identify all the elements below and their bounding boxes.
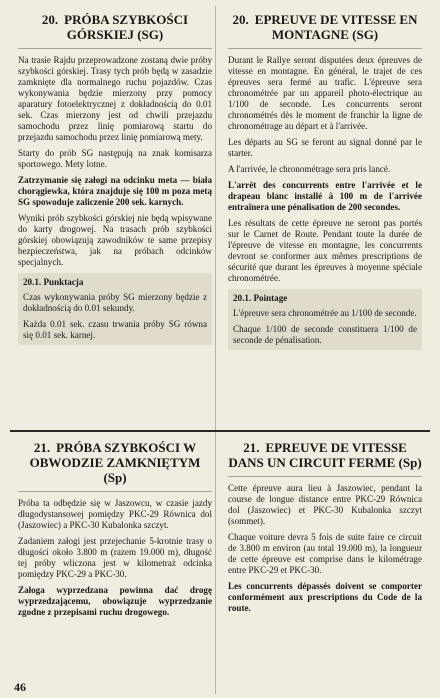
paragraph: Zadaniem załogi jest przejechanie 5-krotnie trasy o długości około 3.800 m (razem 19.000 m), długość tej próby wliczona jest w kilometraż odcinka pomiędzy PKC-29 a PKC-30. <box>18 536 212 579</box>
title-rule <box>18 491 212 492</box>
section-number: 20. <box>41 12 59 27</box>
section-21-polish <box>18 440 212 623</box>
paragraph: Chaque 1/100 de seconde constituera 1/100 de seconde de pénalisation. <box>233 324 417 345</box>
paragraph: Próba ta odbędzie się w Jaszowcu, w czasie jazdy długodystansowej pomiędzy PKC-29 Równica dol (Jaszowiec) a PKC-30 Kubalonka szczyt. <box>18 498 212 530</box>
title-rule <box>228 476 422 477</box>
paragraph: Durant le Rallye seront disputées deux épreuves de vitesse en montagne. En général, le trajet de ces épreuves sera fermé au trafic. L'épreuve sera chronométrée par un appareil photo-électrique au 1/100 de seconde. Les concurrents seront chronométrés dès le moment de franchir la ligne de chronométrage au départ et à l'arrivée. <box>228 55 422 131</box>
paragraph: Wyniki prób szybkości górskiej nie będą wpisywane do karty drogowej. Na trasach prób szybkości górskiej obowiązują zawodników te same przepisy bezpieczeństwa, jak na próbach odcinków specjalnych. <box>18 213 212 267</box>
title-rule <box>18 48 212 49</box>
paragraph: Na trasie Rajdu przeprowadzone zostaną dwie próby szybkości górskiej. Trasy tych prób będą w zasadzie zamknięte dla normalnego ruchu pojazdów. Czas wykonywania będzie mierzony przy pomocy aparatury fotoelektrycznej z dokładnością do 0.01 sek. Czas mierzony jest od chwili przejazdu samochodu przez linię pomiarową startu do przejazdu samochodu przez linię pomiarową mety. <box>18 55 212 142</box>
paragraph: Les résultats de cette épreuve ne seront pas portés sur le Carnet de Route. Pendant toute la durée de l'épreuve de vitesse en montagne, les concurrents devront se conformer aux mêmes prescriptions de sécurité que durant les épreuves à moyenne spéciale chronométrée. <box>228 218 422 283</box>
section-number: 21. <box>243 440 260 455</box>
paragraph: Starty do prób SG następują na znak komisarza sportowego. Mety lotne. <box>18 148 212 169</box>
section-20-fr-title <box>228 12 422 42</box>
section-20-french <box>228 12 422 350</box>
scoring-box <box>228 289 422 350</box>
scoring-box <box>18 273 212 345</box>
page-number: 46 <box>14 680 26 694</box>
section-number: 20. <box>232 12 249 27</box>
paragraph: Czas wykonywania próby SG mierzony będzie z dokładnością do 0.01 sekundy. <box>23 292 207 313</box>
section-21-pl-title <box>18 440 212 485</box>
section-title-text: EPREUVE DE VITESSE EN MONTAGNE (SG) <box>254 12 418 42</box>
section-title-text: PRÓBA SZYBKOŚCI GÓRSKIEJ (SG) <box>64 12 189 42</box>
section-20-pl-title <box>18 12 212 42</box>
paragraph-bold: Załoga wyprzedzana powinna dać drogę wyprzedzającemu, obowiązuje wyprzedzanie zgodne z przepisami ruchu drogowego. <box>18 585 212 617</box>
section-21-fr-title <box>228 440 422 470</box>
paragraph: Cette épreuve aura lieu à Jaszowiec, pendant la course de longue distance entre PKC-29 Równica dol (Jaszowiec) et PKC-30 Kubalonka szczyt (sommet). <box>228 483 422 526</box>
title-rule <box>228 48 422 49</box>
paragraph-bold: Zatrzymanie się załogi na odcinku meta — biała chorągiewka, która znajduje się 100 m poza metą SG spowoduje zaliczenie 200 sek. karnych. <box>18 175 212 207</box>
section-separator <box>10 430 430 432</box>
paragraph: Les départs au SG se feront au signal donné par le starter. <box>228 137 422 158</box>
section-title-text: EPREUVE DE VITESSE DANS UN CIRCUIT FERME (Sp) <box>228 440 422 470</box>
paragraph: Chaque voiture devra 5 fois de suite faire ce circuit de 3.800 m environ (au total 19.000 m), la longueur de cette épreuve est comprise dans le kilométrage entre PKC-29 et PKC-30. <box>228 532 422 575</box>
column-divider <box>215 6 216 694</box>
subsection-heading: 20.1. Pointage <box>233 293 288 303</box>
paragraph-bold: L'arrêt des concurrents entre l'arrivée et le drapeau blanc installé à 100 m de l'arrivée entraînera une pénalisation de 200 secondes. <box>228 180 422 212</box>
section-title-text: PRÓBA SZYBKOŚCI W OBWODZIE ZAMKNIĘTYM (Sp) <box>29 440 201 485</box>
paragraph-bold: Les concurrents dépassés doivent se comporter conformément aux prescriptions du Code de la route. <box>228 581 422 613</box>
section-20-polish <box>18 12 212 345</box>
paragraph: A l'arrivée, le chronométrage sera pris lancé. <box>228 164 391 174</box>
section-21-french <box>228 440 422 619</box>
paragraph: L'épreuve sera chronométrée au 1/100 de seconde. <box>233 308 417 318</box>
paragraph: Każda 0.01 sek. czasu trwania próby SG równa się 0.01 sek. karnej. <box>23 319 207 340</box>
section-number: 21. <box>33 440 51 455</box>
subsection-heading: 20.1. Punktacja <box>23 277 84 287</box>
